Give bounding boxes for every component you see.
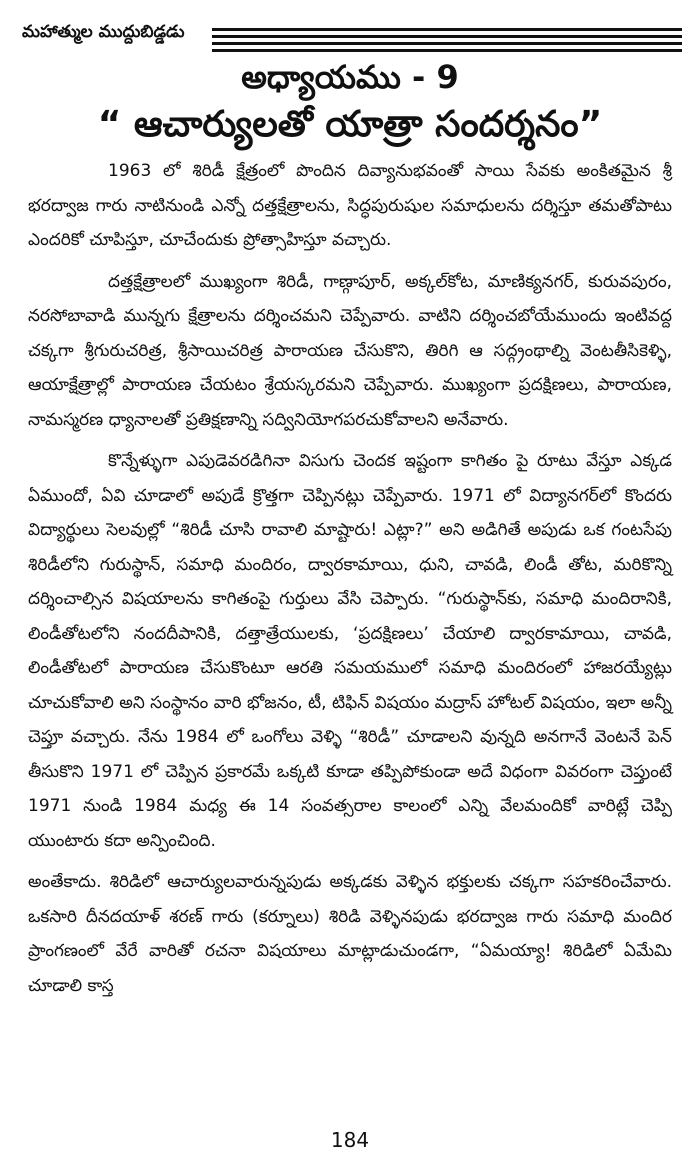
header-rules (212, 28, 682, 56)
header-rule (212, 28, 682, 31)
page-number: 184 (330, 1128, 370, 1152)
paragraph: కొన్నేళ్ళుగా ఎపుడెవరడిగినా విసుగు చెందక ఇష్టంగా కాగితం పై రూటు వేస్తూ ఎక్కడ ఏముందో, ఏవి చూడాలో అపుడే క్రొత్తగా చెప్పినట్లు చెప్పేవారు. 1971 లో విద్యానగర్‌లో కొందరు విద్యార్థులు సెలవుల్లో “శిరిడీ చూసి రావాలి మాష్టారు! ఎట్లా?” అని అడిగితే అపుడు ఒక గంటసేపు శిరిడీలోని గురుస్థాన్, సమాధి మందిరం, ద్వారకామాయి, ధుని, చావడి, లిండీ తోట, మరికొన్ని దర్శించాల్సిన విషయాలను కాగితంపై గుర్తులు వేసి చెప్పారు. “గురుస్థాన్‌కు, సమాధి మందిరానికి, లిండీతోటలోని నందదీపానికి, దత్తాత్రేయులకు, ‘ప్రదక్షిణలు’ చేయాలి ద్వారకామాయి, చావడి, లిండీతోటలో పారాయణ చేసుకొంటూ ఆరతి సమయములో సమాధి మందిరంలో హాజరయ్యేట్లు చూచుకోవాలి అని సంస్థానం వారి భోజనం, టీ, టిఫిన్ విషయం మద్రాస్ హోటల్ విషయం, ఇలా అన్నీ చెప్తూ వచ్చారు. నేను 1984 లో ఒంగోలు వెళ్ళి “శిరిడీ” చూడాలని వున్నది అనగానే వెంటనే పెన్ తీసుకొని 1971 లో చెప్పిన ప్రకారమే ఒక్కటి కూడా తప్పిపోకుండా అదే విధంగా వివరంగా చెప్తుంటే 1971 నుండి 1984 మధ్య ఈ 14 సంవత్సరాల కాలంలో ఎన్ని వేలమందికో వారిట్లే చెప్పి యుంటారు కదా అన్పించింది. (28, 451, 672, 851)
paragraph: దత్తక్షేత్రాలలో ముఖ్యంగా శిరిడీ, గాణ్గాపూర్, అక్కల్‌కోట, మాణిక్యనగర్, కురువపురం, నరసోబావాడి మున్నగు క్షేత్రాలను దర్శించమని చెప్పేవారు. వాటిని దర్శించబోయేముందు ఇంటివద్ద చక్కగా శ్రీగురుచరిత్ర, శ్రీసాయిచరిత్ర పారాయణ చేసుకొని, తిరిగి ఆ సద్గ్రంథాల్ని వెంటతీసికెళ్ళి, ఆయాక్షేత్రాల్లో పారాయణ చేయటం శ్రేయస్కరమని చెప్పేవారు. ముఖ్యంగా ప్రదక్షిణలు, పారాయణ, నామస్మరణ ధ్యానాలతో ప్రతిక్షణాన్ని సద్వినియోగపరచుకోవాలని అనేవారు. (28, 271, 672, 430)
header-rule (212, 49, 682, 52)
page-header (22, 10, 682, 56)
header-rule (212, 42, 682, 45)
body-text (28, 154, 672, 1010)
running-title: మహాత్ముల ముద్దుబిడ్డడు (22, 22, 185, 42)
header-rule (212, 35, 682, 38)
chapter-number: అధ్యాయము - 9 (241, 58, 459, 96)
chapter-title: “ ఆచార్యులతో యాత్రా సందర్శనం” (97, 104, 603, 145)
paragraph: 1963 లో శిరిడీ క్షేత్రంలో పొందిన దివ్యానుభవంతో సాయి సేవకు అంకితమైన శ్రీ భరద్వాజ గారు నాటినుండి ఎన్నో దత్తక్షేత్రాలను, సిద్ధపురుషుల సమాధులను దర్శిస్తూ తమతోపాటు ఎందరికో చూపిస్తూ, చూచేందుకు ప్రోత్సాహిస్తూ వచ్చారు. (28, 161, 672, 250)
paragraph: అంతేకాదు. శిరిడిలో ఆచార్యులవారున్నపుడు అక్కడకు వెళ్ళిన భక్తులకు చక్కగా సహకరించేవారు. ఒకసారి దీనదయాళ్ శరణ్ గారు (కర్నూలు) శిరిడి వెళ్ళినపుడు భరద్వాజ గారు సమాధి మందిర ప్రాంగణంలో వేరే వారితో రచనా విషయాలు మాట్లాడుచుండగా, “ఏమయ్యా! శిరిడిలో ఏమేమి చూడాలి కాస్త (28, 872, 672, 996)
